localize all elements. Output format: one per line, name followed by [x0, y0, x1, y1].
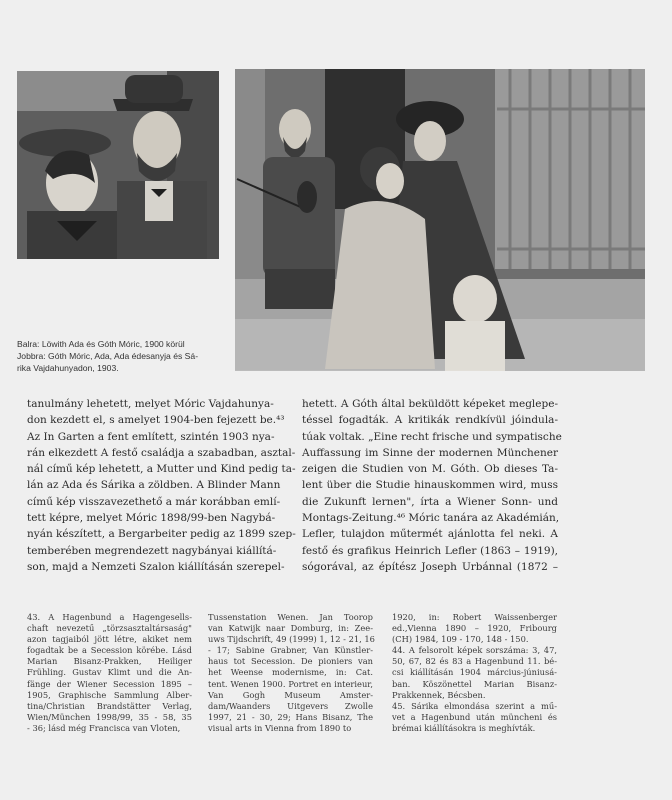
footnote-line: ban. Köszönettel Marian Bisanz-	[392, 678, 557, 689]
body-line: nyán készített, a Bergarbeiter pedig az 1899 szep-	[27, 528, 296, 541]
body-text-right-column	[302, 396, 562, 575]
footnote-line: visual arts in Vienna from 1890 to	[208, 722, 352, 733]
body-line: don kezdett el, s amelyet 1904-ben fejezett be.⁴³	[27, 414, 285, 427]
footnote-line: azon tagjaiból jött létre, akiket nem	[27, 634, 192, 645]
footnote-line: het Weense modernisme, in: Cat.	[208, 667, 373, 678]
body-line: lent über die Studie hinauskommen wird, muss	[302, 479, 558, 492]
body-line: temberében megrendezett nagybányai kiállítá-	[27, 544, 277, 557]
body-line: hetett. A Góth által beküldött képeket meglepe-	[302, 398, 558, 410]
footnote-line: 1997, 21 - 30, 29; Hans Bisanz, The	[208, 711, 373, 722]
body-line: lán az Ada és Sárika a zöldben. A Blinder Mann	[27, 479, 281, 492]
caption-line: Balra: Löwith Ada és Góth Móric, 1900 körül	[17, 339, 185, 349]
body-line: zeigen die Studien von M. Góth. Ob dieses Ta-	[302, 463, 558, 476]
footnote-line: fänge der Wiener Secession 1895 –	[27, 678, 192, 689]
footnote-line: vet a Hagenbund után müncheni és	[392, 711, 557, 722]
photo-family-group-image	[235, 69, 645, 371]
footnote-line: dam/Waanders Uitgevers Zwolle	[208, 700, 373, 711]
footnote-line: tent. Wenen 1900. Portret en interieur,	[208, 678, 373, 689]
body-line: rán elkezdett A festő családja a szabadban, asztal-	[27, 446, 296, 459]
footnotes-column-1	[27, 612, 192, 734]
footnote-line: - 17; Sabine Grabner, Van Künstler-	[208, 645, 373, 656]
photo-caption	[17, 338, 222, 375]
body-line: Lefler, tulajdon műtermét ajánlotta fel neki. A	[302, 528, 558, 541]
body-line: című kép visszavezethető a már korábban emlí-	[27, 495, 281, 508]
body-line: son, majd a Nemzeti Szalon kiállításán szerepel-	[27, 560, 285, 573]
body-line: Az In Garten a fent említett, szintén 1903 nya-	[27, 430, 275, 443]
photo-family-group	[235, 69, 645, 371]
footnote-line: 44. A felsorolt képek sorszáma: 3, 47,	[392, 645, 557, 656]
body-line: túak voltak. „Eine recht frische und sympatische	[302, 430, 562, 443]
footnote-line: Marian Bisanz-Prakken, Heiliger	[27, 656, 192, 667]
footnote-line: 1920, in: Robert Waissenberger	[392, 612, 557, 622]
footnote-line: haus tot Secession. De pioniers van	[208, 656, 373, 667]
footnote-line: 50, 67, 82 és 83 a Hagenbund 11. bé-	[392, 656, 557, 667]
body-line: téssel fogadták. A kritikák rendkívül jóindula-	[302, 414, 558, 427]
body-line: die Zukunft lernen", írta a Wiener Sonn- und	[302, 495, 558, 508]
body-line: tett képre, melyet Móric 1898/99-ben Nagybá-	[27, 512, 276, 525]
body-line: tanulmány lehetett, melyet Móric Vajdahunya-	[27, 398, 274, 410]
footnote-line: tina/Christian Brandstätter Verlag,	[27, 700, 192, 711]
footnote-line: van Katwijk naar Domburg, in: Zee-	[208, 623, 373, 634]
footnote-line: Van Gogh Museum Amster-	[208, 689, 373, 700]
footnote-line: fogadtak be a Secession körébe. Lásd	[27, 645, 192, 656]
footnote-line: ed.,Vienna 1890 – 1920, Fribourg	[392, 623, 557, 634]
footnote-line: 1905, Graphische Sammlung Alber-	[27, 689, 192, 700]
footnote-line: brémai kiállításokra is meghívták.	[392, 722, 536, 733]
footnotes-column-2	[208, 612, 373, 734]
footnote-line: Prakkennek, Bécsben.	[392, 689, 486, 700]
footnote-line: (CH) 1984, 109 - 170, 148 - 150.	[392, 634, 529, 645]
caption-line: rika Vajdahunyadon, 1903.	[17, 363, 119, 374]
body-line: festő és grafikus Heinrich Lefler (1863 – 1919),	[302, 544, 558, 557]
body-line: Montags-Zeitung.⁴⁶ Móric tanára az Akadémián,	[302, 512, 560, 525]
body-text-left-column	[27, 396, 296, 575]
footnotes-column-3	[392, 612, 557, 734]
footnote-line: csi kiállításán 1904 március-júniusá-	[392, 667, 557, 678]
body-line: Auffassung im Sinne der modernen Münchener	[302, 446, 558, 459]
footnote-line: Frühling. Gustav Klimt und die An-	[27, 667, 192, 678]
footnote-line: Wien/München 1998/99, 35 - 58, 35	[27, 711, 192, 722]
footnote-line: 43. A Hagenbund a Hagengesells-	[27, 612, 192, 622]
footnote-line: Tussenstation Wenen. Jan Toorop	[208, 612, 373, 622]
footnote-line: - 36; lásd még Francisca van Vloten,	[27, 722, 181, 733]
photo-ada-and-moric-image	[17, 71, 219, 259]
body-line: sógorával, az építész Joseph Urbánnal (1872 –	[302, 560, 558, 573]
caption-line: Jobbra: Góth Móric, Ada, Ada édesanyja és Sá-	[17, 351, 199, 362]
footnote-line: chaft nevezetű „törzsasztaltársaság"	[27, 623, 192, 634]
body-line: nál című kép lehetett, a Mutter und Kind pedig ta-	[27, 463, 296, 476]
footnote-line: 45. Sárika elmondása szerint a mű-	[392, 700, 557, 711]
photo-ada-and-moric	[17, 71, 219, 259]
footnote-line: uws Tijdschrift, 49 (1999) 1, 12 - 21, 16	[208, 634, 375, 645]
